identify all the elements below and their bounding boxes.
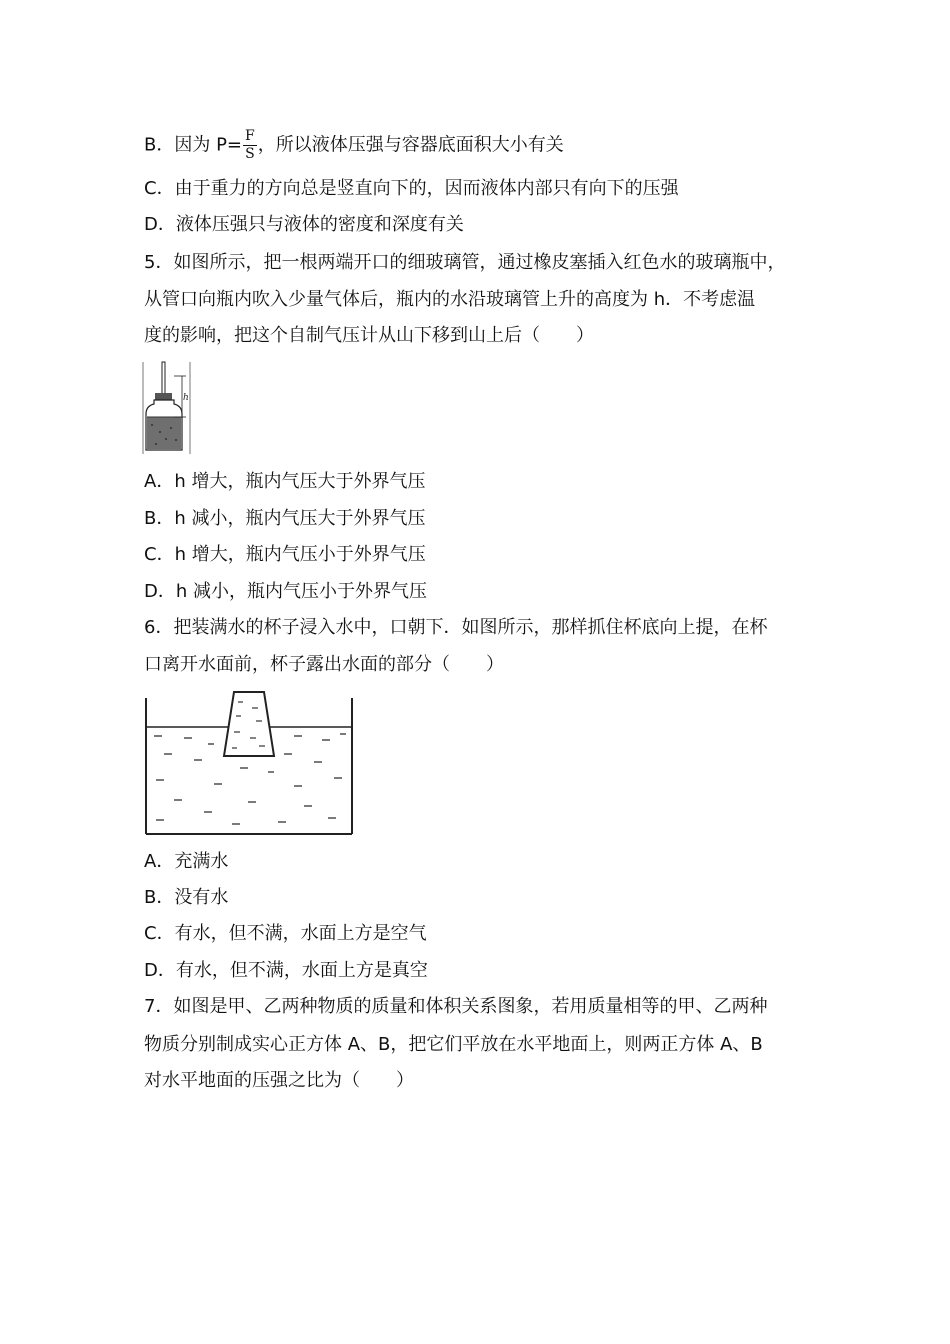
q5-option-c: C．h 增大，瓶内气压小于外界气压	[144, 544, 426, 565]
q7-stem-line-1: 7．如图是甲、乙两种物质的质量和体积关系图象，若用质量相等的甲、乙两种	[144, 996, 768, 1017]
pressure-formula-fraction: $\frac{F}{S}$	[245, 128, 255, 162]
cup-in-water-figure	[144, 688, 356, 838]
q6-option-d: D．有水，但不满，水面上方是真空	[144, 960, 428, 981]
q5-stem-line-2: 从管口向瓶内吹入少量气体后，瓶内的水沿玻璃管上升的高度为 h．不考虑温	[144, 289, 756, 310]
q4-option-b: B．因为 P= $\frac{F}{S}$ ，所以液体压强与容器底面积大小有关	[144, 128, 564, 162]
barometer-bottle-figure	[142, 360, 192, 456]
q6-option-c: C．有水，但不满，水面上方是空气	[144, 923, 427, 944]
q4-option-c: C．由于重力的方向总是竖直向下的，因而液体内部只有向下的压强	[144, 178, 679, 199]
q5-option-a: A．h 增大，瓶内气压大于外界气压	[144, 471, 426, 492]
q7-stem-line-3: 对水平地面的压强之比为（ ）	[144, 1070, 414, 1091]
q6-option-a: A．充满水	[144, 851, 229, 872]
q4-option-d: D．液体压强只与液体的密度和深度有关	[144, 214, 464, 235]
q6-option-b: B．没有水	[144, 887, 229, 908]
q5-stem-line-3: 度的影响，把这个自制气压计从山下移到山上后（ ）	[144, 325, 594, 346]
q5-stem-line-1: 5．如图所示，把一根两端开口的细玻璃管，通过橡皮塞插入红色水的玻璃瓶中，	[144, 252, 786, 273]
q6-stem-line-2: 口离开水面前，杯子露出水面的部分（ ）	[144, 654, 504, 675]
height-label: h	[183, 393, 189, 403]
q7-stem-line-2: 物质分别制成实心正方体 A、B，把它们平放在水平地面上，则两正方体 A、B	[144, 1034, 763, 1055]
q5-option-b: B．h 减小，瓶内气压大于外界气压	[144, 508, 426, 529]
q5-option-d: D．h 减小，瓶内气压小于外界气压	[144, 581, 427, 602]
q6-stem-line-1: 6．把装满水的杯子浸入水中，口朝下．如图所示，那样抓住杯底向上提，在杯	[144, 617, 768, 638]
